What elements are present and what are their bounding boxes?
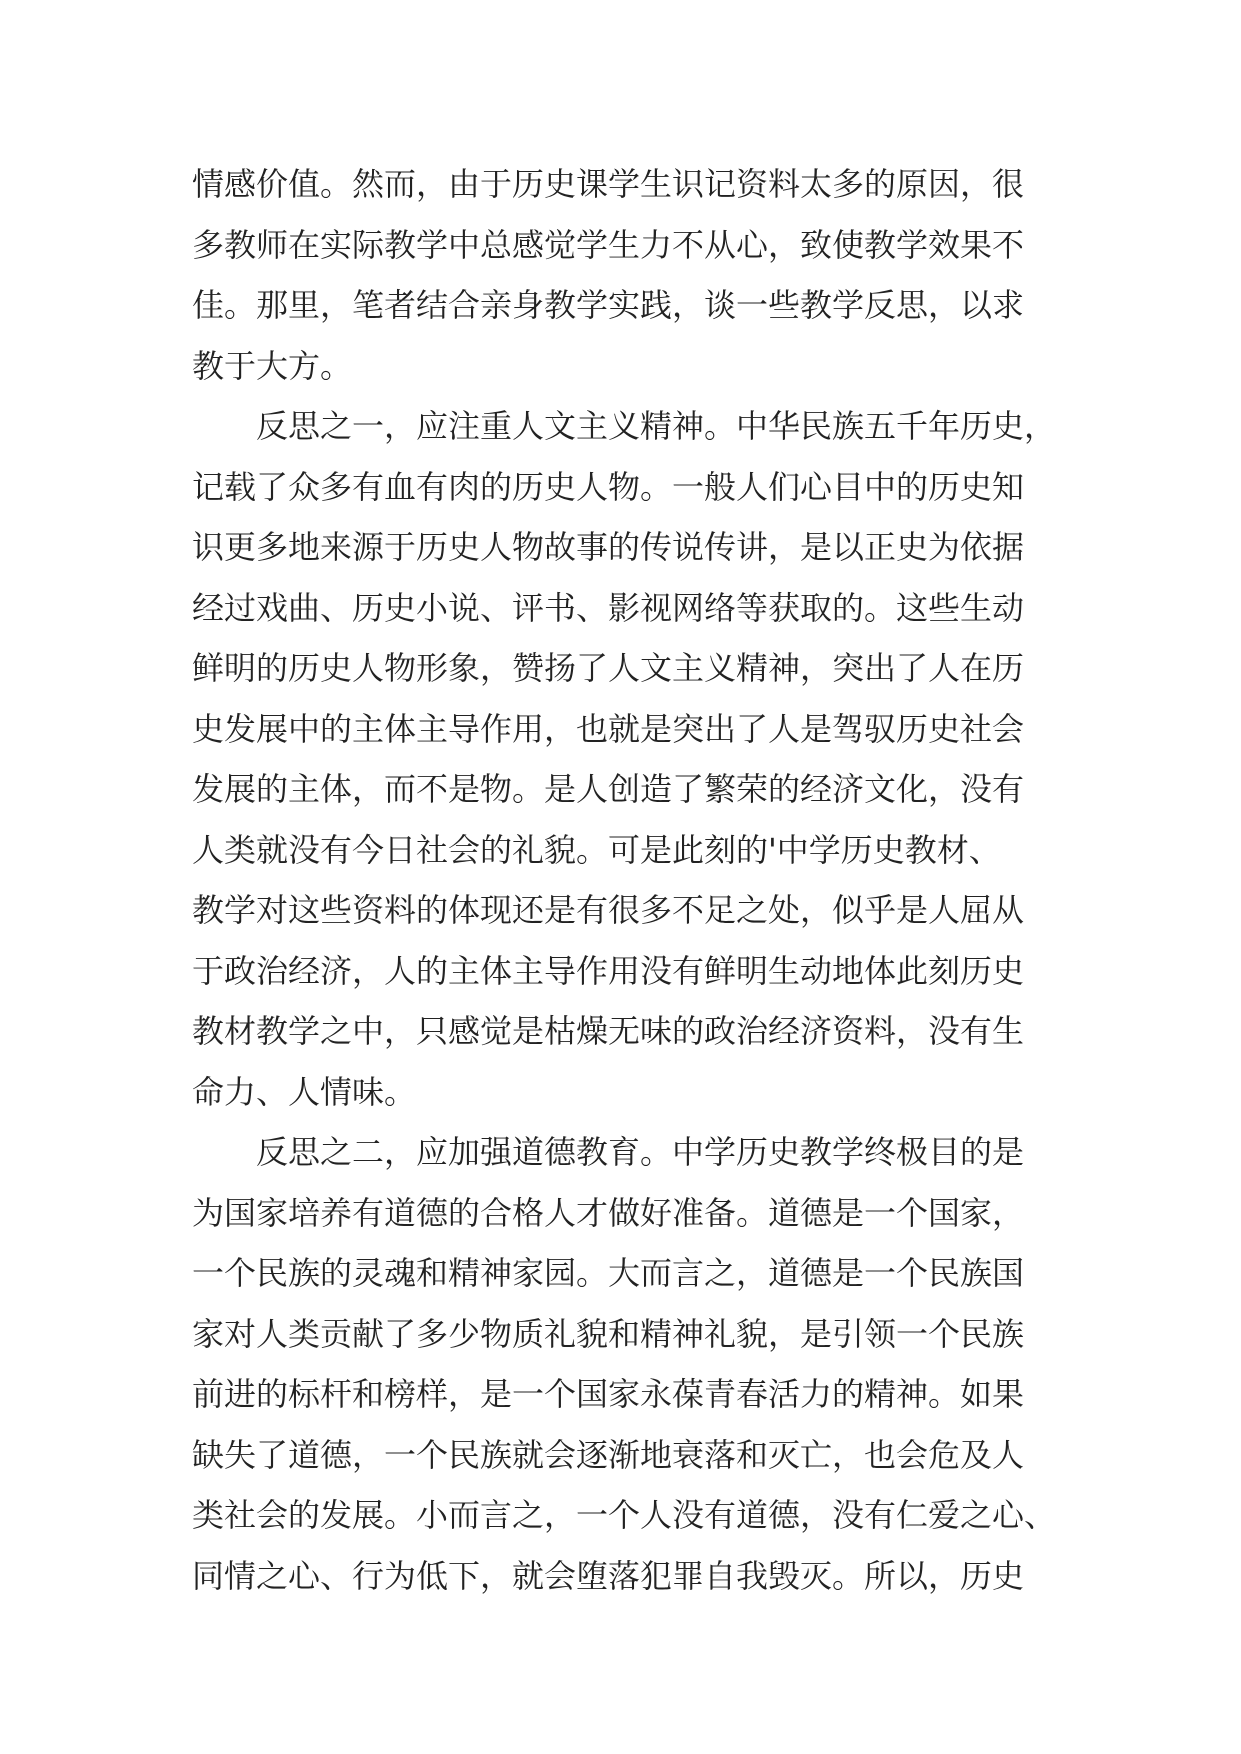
paragraph-start-line: 反思之一，应注重人文主义精神。中华民族五千年历史，	[256, 407, 1057, 445]
text-line: 人类就没有今日社会的礼貌。可是此刻的'中学历史教材、	[192, 830, 1001, 869]
text-line: 前进的标杆和榜样，是一个国家永葆青春活力的精神。如果	[192, 1375, 1025, 1413]
text-line: 多教师在实际教学中总感觉学生力不从心，致使教学效果不	[192, 225, 1025, 264]
text-line: 记载了众多有血有肉的历史人物。一般人们心目中的历史知	[192, 467, 1025, 506]
text-line: 教于大方。	[192, 346, 353, 385]
text-line: 经过戏曲、历史小说、评书、影视网络等获取的。这些生动	[192, 588, 1025, 627]
text-line: 类社会的发展。小而言之，一个人没有道德，没有仁爱之心、	[192, 1496, 1057, 1534]
text-line: 鲜明的历史人物形象，赞扬了人文主义精神，突出了人在历	[192, 649, 1025, 687]
text-line: 家对人类贡献了多少物质礼貌和精神礼貌，是引领一个民族	[192, 1314, 1025, 1353]
text-line: 命力、人情味。	[192, 1072, 417, 1111]
body-text	[192, 154, 1092, 1606]
text-line: 为国家培养有道德的合格人才做好准备。道德是一个国家，	[192, 1193, 1025, 1232]
text-line: 教学对这些资料的体现还是有很多不足之处，似乎是人屈从	[192, 891, 1025, 929]
text-line: 佳。那里，笔者结合亲身教学实践，谈一些教学反思，以求	[192, 286, 1025, 324]
text-line: 缺失了道德，一个民族就会逐渐地衰落和灭亡，也会危及人	[192, 1435, 1025, 1474]
text-line: 同情之心、行为低下，就会堕落犯罪自我毁灭。所以，历史	[192, 1556, 1025, 1595]
text-line: 发展的主体，而不是物。是人创造了繁荣的经济文化，没有	[192, 770, 1025, 808]
text-line: 史发展中的主体主导作用，也就是突出了人是驾驭历史社会	[192, 709, 1025, 748]
paragraph-start-line: 反思之二，应加强道德教育。中学历史教学终极目的是	[256, 1133, 1025, 1171]
text-line: 教材教学之中，只感觉是枯燥无味的政治经济资料，没有生	[192, 1012, 1025, 1050]
text-line: 于政治经济，人的主体主导作用没有鲜明生动地体此刻历史	[192, 951, 1025, 990]
text-line: 情感价值。然而，由于历史课学生识记资料太多的原因，很	[192, 165, 1025, 203]
text-line: 一个民族的灵魂和精神家园。大而言之，道德是一个民族国	[192, 1254, 1025, 1292]
text-line: 识更多地来源于历史人物故事的传说传讲，是以正史为依据	[192, 528, 1025, 566]
